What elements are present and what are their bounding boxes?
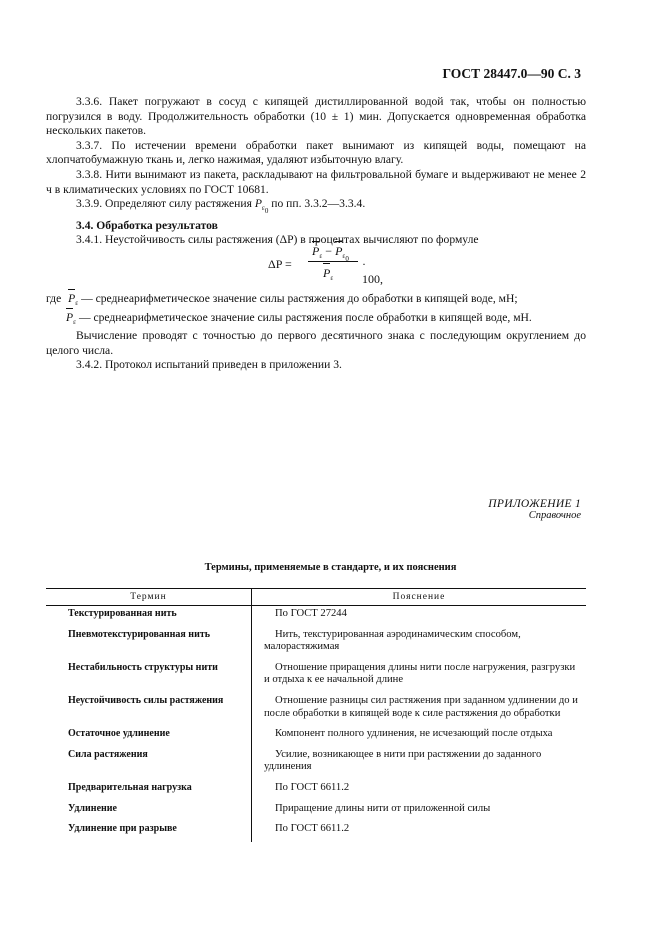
table-row xyxy=(46,780,586,801)
paragraph-3-3-7: 3.3.7. По истечении времени обработки пакет вынимают из кипящей воды, помещают на хлопчатобумажную ткань и, легко нажимая, удаляют избыточную влагу. xyxy=(46,138,586,167)
term-cell: Текстурированная нить xyxy=(46,606,252,627)
explanation-cell: Приращение длины нити от приложенной силы xyxy=(275,802,491,814)
table-row xyxy=(46,821,586,842)
explanation-cell: Усилие, возникающее в нити при растяжении до заданного удлинения xyxy=(264,748,542,773)
p339-text-pre: 3.3.9. Определяют силу растяжения xyxy=(76,197,252,211)
explanation-cell: Отношение приращения длины нити после нагружения, разгрузки и отдыха к ее начальной длине xyxy=(264,661,576,686)
table-row xyxy=(46,693,586,726)
definition-2-text: — среднеарифметическое значение силы растяжения после обработки в кипящей воде, мН. xyxy=(78,310,532,324)
definition-2: $P_\varepsilon$ — среднеарифметическое значение силы растяжения после обработки в кипящей воде, мН. xyxy=(46,311,586,330)
column-header-explanation: Пояснение xyxy=(252,589,587,606)
term-cell: Остаточное удлинение xyxy=(46,726,252,747)
definition-1-text: — среднеарифметическое значение силы растяжения до обработки в кипящей воде, мН; xyxy=(81,292,518,305)
term-cell: Нестабильность структуры нити xyxy=(46,660,252,693)
paragraph-3-4-2: 3.4.2. Протокол испытаний приведен в приложении 3. xyxy=(76,358,342,372)
formula-lhs: ΔP = xyxy=(268,257,292,271)
p339-sub: ε0 xyxy=(261,204,269,216)
formula xyxy=(268,244,388,284)
explanation-cell: Отношение разницы сил растяжения при заданном удлинении до и после обработки в кипящей воде к силе растяжения до обработки xyxy=(264,694,578,719)
p339-text-post: по пп. 3.3.2—3.3.4. xyxy=(271,197,366,211)
p339-var: P xyxy=(254,197,262,211)
formula-denominator: $P_\varepsilon$ xyxy=(323,266,333,282)
formula-tail: · 100, xyxy=(362,257,383,286)
explanation-cell: Компонент полного удлинения, не исчезающий после отдыха xyxy=(275,728,553,740)
body-text-block-2 xyxy=(46,292,586,373)
term-cell: Неустойчивость силы растяжения xyxy=(46,693,252,726)
paragraph-3-3-8: 3.3.8. Нити вынимают из пакета, раскладывают на фильтровальной бумаге и выдерживают не менее 2 ч в климатических условиях по ГОСТ 10681. xyxy=(46,167,586,196)
section-3-4-title: 3.4. Обработка результатов xyxy=(76,218,218,232)
table-row xyxy=(46,606,586,627)
formula-numerator: $P_\varepsilon$ − $P_{\varepsilon_0}$ xyxy=(312,244,349,263)
table-row xyxy=(46,660,586,693)
explanation-cell: По ГОСТ 6611.2 xyxy=(275,823,350,835)
table-row xyxy=(46,726,586,747)
paragraph-3-3-6: 3.3.6. Пакет погружают в сосуд с кипящей дистиллированной водой так, чтобы он полностью погрузился в воду. Продолжительность обработки (10 ± 1) мин. Допускается одновременная обработка нескольких пакетов. xyxy=(46,95,586,138)
column-header-term: Термин xyxy=(46,589,252,606)
paragraph-3-4-1: 3.4.1. Неустойчивость силы растяжения (ΔP) в процентах вычисляют по формуле xyxy=(76,233,479,247)
table-row xyxy=(46,627,586,660)
page-header: ГОСТ 28447.0—90 С. 3 xyxy=(442,66,581,81)
fraction-line xyxy=(308,261,358,262)
explanation-cell: Нить, текстурированная аэродинамическим способом, малорастяжимая xyxy=(264,628,521,653)
term-cell: Предварительная нагрузка xyxy=(46,780,252,801)
definition-1: где $P_\varepsilon$ — среднеарифметическое значение силы растяжения до обработки в кипящей воде, мН; xyxy=(46,292,586,311)
paragraph-3-3-9 xyxy=(46,197,586,219)
paragraph-calculation: Вычисление проводят с точностью до первого десятичного знака с последующим округлением до целого числа. xyxy=(46,329,586,357)
body-text-block-1 xyxy=(46,95,586,248)
appendix-title: ПРИЛОЖЕНИЕ 1 xyxy=(488,498,581,510)
table-row xyxy=(46,801,586,822)
table-row xyxy=(46,747,586,780)
appendix-subtitle: Справочное xyxy=(528,510,581,521)
where-label: где xyxy=(46,292,62,305)
explanation-cell: По ГОСТ 6611.2 xyxy=(275,781,350,793)
term-cell: Удлинение xyxy=(46,801,252,822)
term-cell: Сила растяжения xyxy=(46,747,252,780)
table-header-row xyxy=(46,589,586,606)
explanation-cell: По ГОСТ 27244 xyxy=(275,608,347,619)
term-cell: Пневмотекстурированная нить xyxy=(46,627,252,660)
term-cell: Удлинение при разрыве xyxy=(46,821,252,842)
appendix-label xyxy=(488,498,581,521)
table-title: Термины, применяемые в стандарте, и их пояснения xyxy=(204,562,457,573)
terms-table xyxy=(46,588,586,842)
